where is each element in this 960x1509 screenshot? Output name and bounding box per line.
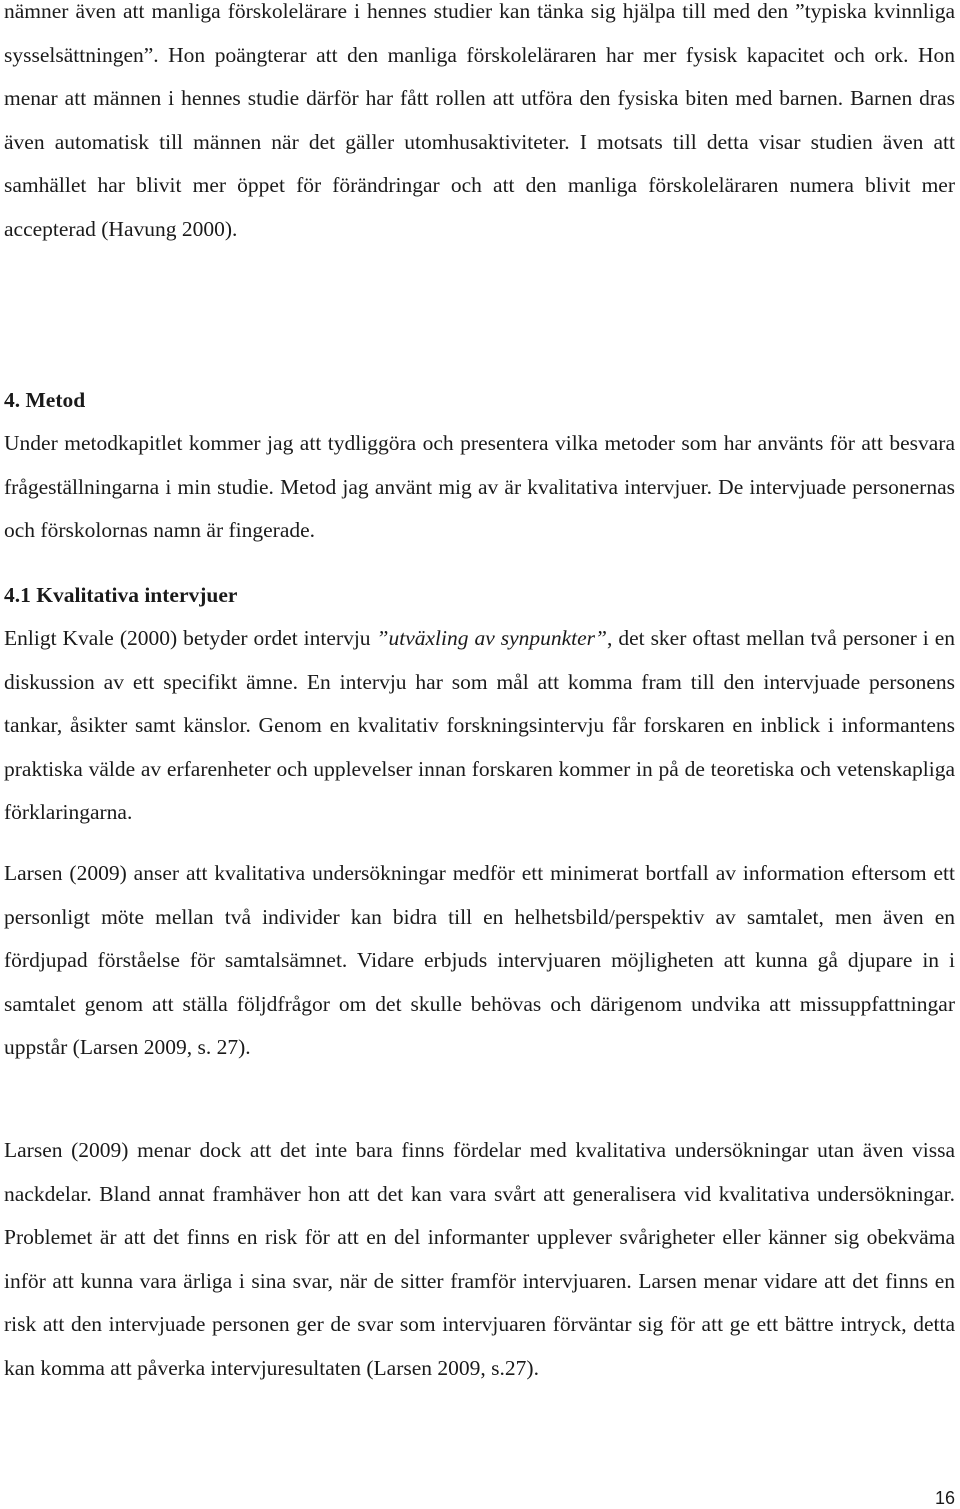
kvale-italic-quote: ”utväxling av synpunkter” <box>376 626 607 650</box>
paragraph-larsen-advantages: Larsen (2009) anser att kvalitativa undersökningar medför ett minimerat bortfall av information eftersom ett personligt möte mellan två individer kan bidra till en helhetsbild/perspektiv av samtalet, men även en fördjupad förståelse för samtalsämnet. Vidare erbjuds intervjuaren möjligheten att kunna gå djupare in i samtalet genom att ställa följdfrågor om det skulle behövas och därigenom undvika att missuppfattningar uppstår (Larsen 2009, s. 27). <box>4 861 955 1060</box>
section-heading-metod: 4. Metod <box>4 388 86 412</box>
paragraph-larsen-disadvantages: Larsen (2009) menar dock att det inte bara finns fördelar med kvalitativa undersökningar utan även vissa nackdelar. Bland annat framhäver hon att det kan vara svårt att generalisera vid kvalitativa undersökningar. Problemet är att det finns en risk för att en del informanter upplever svårigheter eller känner sig obekväma inför att kunna vara ärliga i sina svar, när de sitter framför intervjuaren. Larsen menar vidare att det finns en risk att den intervjuade personen ger de svar som intervjuaren förväntar sig för att ge ett bättre intryck, detta kan komma att påverka intervjuresultaten (Larsen 2009, s.27). <box>4 1138 955 1380</box>
kvale-text-start: Enligt Kvale (2000) betyder ordet intervju <box>4 626 377 650</box>
page-number: 16 <box>934 1488 955 1508</box>
paragraph-metod-intro: Under metodkapitlet kommer jag att tydliggöra och presentera vilka metoder som har använts för att besvara frågeställningarna i min studie. Metod jag använt mig av är kvalitativa intervjuer. De intervjuade personernas och förskolornas namn är fingerade. <box>4 431 955 543</box>
subsection-heading-kvalitativa-intervjuer: 4.1 Kvalitativa intervjuer <box>4 583 238 607</box>
paragraph-havung-summary: nämner även att manliga förskolelärare i hennes studier kan tänka sig hjälpa till med den ”typiska kvinnliga sysselsättningen”. Hon poängterar att den manliga förskoleläraren har mer fysisk kapacitet och ork. Hon menar att männen i hennes studie därför har fått rollen att utföra den fysiska biten med barnen. Barnen dras även automatisk till männen när det gäller utomhusaktiviteter. I motsats till detta visar studien även att samhället har blivit mer öppet för förändringar och att den manliga förskoleläraren numera blivit mer accepterad (Havung 2000). <box>4 0 955 241</box>
paragraph-kvale-definition <box>4 617 955 835</box>
kvale-text-end: , det sker oftast mellan två personer i en diskussion av ett specifikt ämne. En intervju har som mål att komma fram till den intervjuade personens tankar, åsikter samt känslor. Genom en kvalitativ forskningsintervju får forskaren en inblick i informantens praktiska välde av erfarenheter och upplevelser innan forskaren kommer in på de teoretiska och vetenskapliga förklaringarna. <box>4 626 955 825</box>
